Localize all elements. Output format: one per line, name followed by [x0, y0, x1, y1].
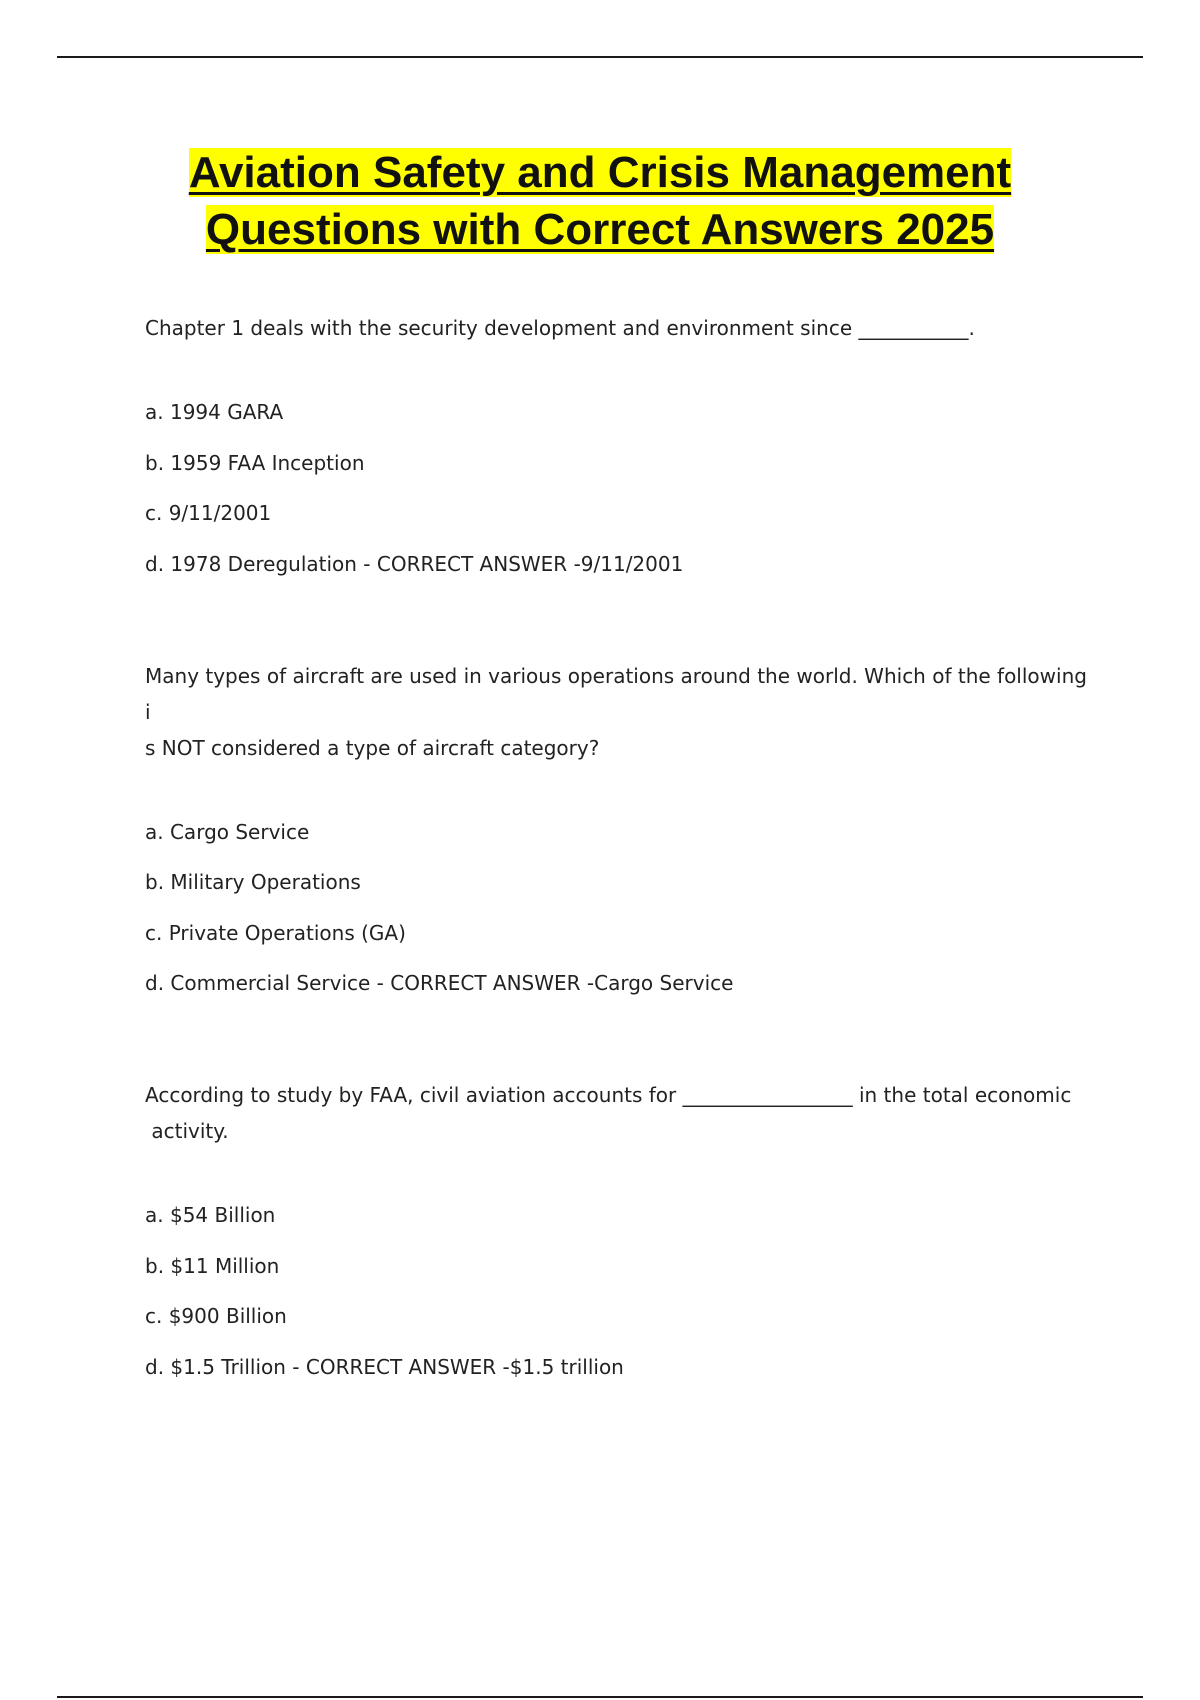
answer-option-a: a. $54 Billion — [145, 1203, 276, 1227]
question-block-2 — [145, 658, 1090, 996]
answer-option-b: b. 1959 FAA Inception — [145, 450, 365, 475]
question-block-1 — [145, 310, 1090, 576]
answer-option-c: c. 9/11/2001 — [145, 501, 272, 525]
answer-option-b: b. Military Operations — [145, 870, 361, 894]
question-line: s NOT considered a type of aircraft category? — [145, 735, 600, 760]
answer-option-d: d. Commercial Service - CORRECT ANSWER -Cargo Service — [145, 971, 734, 995]
answer-option-c: c. $900 Billion — [145, 1304, 287, 1328]
answer-option-c: c. Private Operations (GA) — [145, 920, 406, 945]
question-block-3 — [145, 1077, 1090, 1379]
title-line-1: Aviation Safety and Crisis Management — [188, 148, 1012, 197]
answer-options — [145, 1203, 1090, 1379]
answer-option-b: b. $11 Million — [145, 1253, 280, 1278]
question-list — [145, 310, 1090, 1379]
question-line: Chapter 1 deals with the security development and environment since ___________. — [145, 316, 975, 340]
bottom-rule — [57, 1696, 1143, 1698]
answer-options — [145, 820, 1090, 996]
question-line: According to study by FAA, civil aviation accounts for _________________ in the total economic — [145, 1083, 1072, 1107]
title-line-2: Questions with Correct Answers 2025 — [205, 205, 995, 254]
question-text — [145, 1077, 1090, 1149]
answer-options — [145, 400, 1090, 576]
answer-option-d: d. 1978 Deregulation - CORRECT ANSWER -9/11/2001 — [145, 551, 684, 576]
question-text — [145, 310, 1090, 346]
question-line: Many types of aircraft are used in various operations around the world. Which of the following i — [145, 663, 1087, 724]
document-title — [0, 144, 1200, 258]
answer-option-a: a. 1994 GARA — [145, 400, 284, 424]
answer-option-a: a. Cargo Service — [145, 819, 310, 844]
top-rule — [57, 56, 1143, 58]
answer-option-d: d. $1.5 Trillion - CORRECT ANSWER -$1.5 trillion — [145, 1354, 624, 1379]
question-text — [145, 658, 1090, 766]
question-line: activity. — [145, 1119, 229, 1143]
